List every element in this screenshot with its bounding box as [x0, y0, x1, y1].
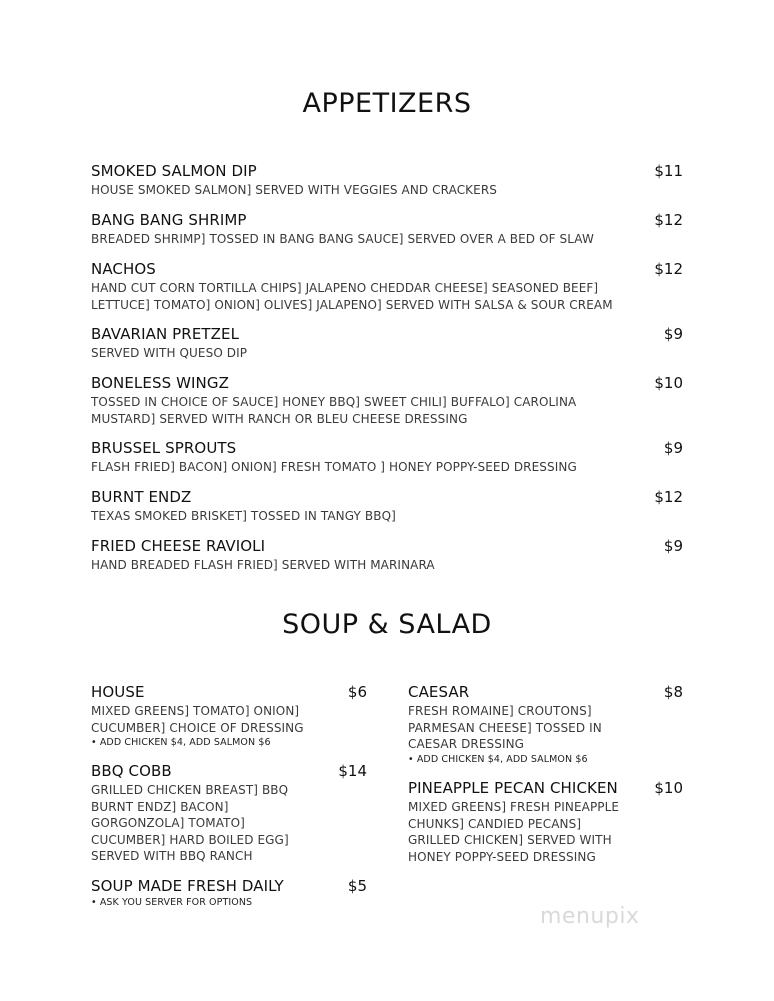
item-description: HAND BREADED FLASH FRIED] SERVED WITH MARINARA: [91, 558, 435, 572]
menu-item-smoked-salmon-dip: [91, 162, 683, 199]
description-line: HAND CUT CORN TORTILLA CHIPS] JALAPENO CHEDDAR CHEESE] SEASONED BEEF]: [91, 281, 599, 295]
item-name: FRIED CHEESE RAVIOLI: [91, 537, 266, 555]
menu-item-boneless-wingz: [91, 374, 683, 427]
item-description: BREADED SHRIMP] TOSSED IN BANG BANG SAUCE] SERVED OVER A BED OF SLAW: [91, 232, 594, 246]
description-line: GRILLED CHICKEN] SERVED WITH: [408, 833, 612, 847]
item-name: BANG BANG SHRIMP: [91, 211, 247, 229]
description-line: CUCUMBER] CHOICE OF DRESSING: [91, 720, 304, 735]
menupix-watermark: menupix: [540, 904, 640, 929]
menu-item-soup-of-the-day: [91, 877, 367, 909]
appetizers-heading: APPETIZERS: [302, 88, 472, 119]
item-price: $9: [663, 325, 683, 343]
item-name: CAESAR: [408, 683, 470, 701]
item-description: [408, 703, 683, 753]
item-description: FLASH FRIED] BACON] ONION] FRESH TOMATO ] HONEY POPPY-SEED DRESSING: [91, 460, 577, 474]
item-price: $14: [338, 762, 367, 780]
item-price: $11: [654, 162, 683, 180]
soup-salad-heading: SOUP & SALAD: [282, 609, 492, 640]
menu-item-bang-bang-shrimp: [91, 211, 683, 248]
item-description: [91, 703, 367, 736]
menu-item-pineapple-pecan-chicken: [408, 779, 683, 865]
item-price: $12: [654, 488, 683, 506]
item-name: BURNT ENDZ: [91, 488, 192, 506]
item-name: SOUP MADE FRESH DAILY: [91, 877, 284, 895]
menu-item-brussel-sprouts: [91, 439, 683, 476]
description-line: LETTUCE] TOMATO] ONION] OLIVES] JALAPENO] SERVED WITH SALSA & SOUR CREAM: [91, 297, 613, 312]
item-note: • ADD CHICKEN $4, ADD SALMON $6: [91, 737, 271, 748]
item-price: $5: [347, 877, 367, 895]
item-name: NACHOS: [91, 260, 156, 278]
description-line: CHUNKS] CANDIED PECANS]: [408, 816, 582, 831]
item-description: [91, 782, 367, 865]
item-description: [408, 799, 683, 865]
item-price: $9: [663, 537, 683, 555]
item-price: $12: [654, 211, 683, 229]
item-price: $10: [654, 779, 683, 797]
item-price: $9: [663, 439, 683, 457]
menu-item-nachos: [91, 260, 683, 313]
menu-item-house-salad: [91, 683, 367, 749]
description-line: GORGONZOLA] TOMATO]: [91, 816, 245, 830]
description-line: HONEY POPPY-SEED DRESSING: [408, 849, 596, 864]
description-line: CAESAR DRESSING: [408, 737, 525, 751]
description-line: SERVED WITH BBQ RANCH: [91, 849, 253, 863]
item-price: $6: [347, 683, 367, 701]
item-name: BONELESS WINGZ: [91, 374, 229, 392]
item-price: $12: [654, 260, 683, 278]
menu-item-fried-cheese-ravioli: [91, 537, 683, 574]
description-line: MIXED GREENS] FRESH PINEAPPLE: [408, 800, 620, 814]
item-name: SMOKED SALMON DIP: [91, 162, 257, 180]
description-line: TOSSED IN CHOICE OF SAUCE] HONEY BBQ] SWEET CHILI] BUFFALO] CAROLINA: [91, 395, 577, 409]
item-name: PINEAPPLE PECAN CHICKEN: [408, 779, 618, 797]
item-description: TEXAS SMOKED BRISKET] TOSSED IN TANGY BBQ]: [91, 509, 396, 523]
item-price: $10: [654, 374, 683, 392]
menu-item-bbq-cobb: [91, 762, 367, 865]
item-description: [91, 280, 683, 313]
description-line: MIXED GREENS] TOMATO] ONION]: [91, 704, 300, 718]
description-line: FRESH ROMAINE] CROUTONS]: [408, 704, 592, 718]
menu-item-bavarian-pretzel: [91, 325, 683, 362]
item-price: $8: [663, 683, 683, 701]
item-name: HOUSE: [91, 683, 145, 701]
item-description: HOUSE SMOKED SALMON] SERVED WITH VEGGIES AND CRACKERS: [91, 183, 497, 197]
item-description: SERVED WITH QUESO DIP: [91, 346, 248, 360]
item-name: BAVARIAN PRETZEL: [91, 325, 240, 343]
menu-item-burnt-endz: [91, 488, 683, 525]
item-note: • ADD CHICKEN $4, ADD SALMON $6: [408, 753, 588, 765]
item-name: BRUSSEL SPROUTS: [91, 439, 237, 457]
item-note: • ASK YOU SERVER FOR OPTIONS: [91, 897, 253, 908]
item-name: BBQ COBB: [91, 762, 172, 780]
description-line: MUSTARD] SERVED WITH RANCH OR BLEU CHEESE DRESSING: [91, 411, 468, 426]
description-line: GRILLED CHICKEN BREAST] BBQ: [91, 783, 289, 797]
description-line: PARMESAN CHEESE] TOSSED IN: [408, 720, 602, 735]
item-description: [91, 394, 683, 427]
description-line: CUCUMBER] HARD BOILED EGG]: [91, 832, 289, 847]
description-line: BURNT ENDZ] BACON]: [91, 799, 229, 814]
menu-item-caesar: [408, 683, 683, 766]
